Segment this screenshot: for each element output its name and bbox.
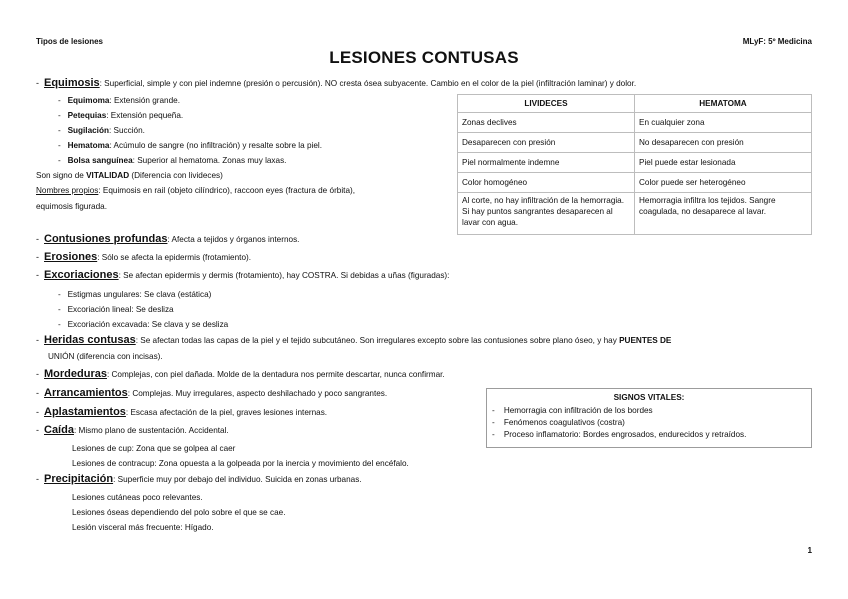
table-cell: Piel normalmente indemne bbox=[458, 153, 635, 173]
table-row bbox=[458, 113, 812, 133]
signos-vitales-title: SIGNOS VITALES: bbox=[613, 393, 685, 402]
table-header: LIVIDECES bbox=[458, 95, 635, 113]
equimosis-sub: - Bolsa sanguínea: Superior al hematoma. Zonas muy laxas. bbox=[58, 156, 287, 165]
heridas-item: - Heridas contusas: Se afectan todas las capas de la piel y el tejido subcutáneo. Son irregulares excepto sobre las contusiones sobre plano óseo, y hay PUENTES DE bbox=[36, 334, 672, 346]
table-cell: Desaparecen con presión bbox=[458, 133, 635, 153]
sub-desc: : Superior al hematoma. Zonas muy laxas. bbox=[132, 156, 287, 165]
sub-desc: : Acúmulo de sangre (no infiltración) y resalte sobre la piel. bbox=[109, 141, 322, 150]
mordeduras-desc: : Complejas, con piel dañada. Molde de la dentadura nos permite descartar, nunca confirmar. bbox=[106, 370, 445, 379]
signo-text: Fenómenos coagulativos (costra) bbox=[503, 418, 625, 427]
equimosis-desc: : Superficial, simple y con piel indemne (presión o percusión). NO cresta ósea subyacente. Cambio en el color de la piel (infiltración laminar) y dolor. bbox=[99, 79, 637, 88]
vitalidad-post: (Diferencia con livideces) bbox=[129, 171, 223, 180]
signo-text: Hemorragia con infiltración de los bordes bbox=[503, 406, 653, 415]
caida-desc: : Mismo plano de sustentación. Accidental. bbox=[73, 426, 229, 435]
equimosis-sub: - Equimoma: Extensión grande. bbox=[58, 96, 180, 105]
caida-line: Lesiones de contracup: Zona opuesta a la golpeada por la inercia y movimiento del encéfalo. bbox=[72, 459, 409, 468]
erosiones-desc: : Sólo se afecta la epidermis (frotamiento). bbox=[97, 253, 251, 262]
caida-line: Lesiones de cup: Zona que se golpea al caer bbox=[72, 444, 236, 453]
table-header: HEMATOMA bbox=[635, 95, 812, 113]
excoriaciones-sub: - Excoriación excavada: Se clava y se desliza bbox=[58, 320, 229, 329]
precipitacion-term: Precipitación bbox=[44, 473, 114, 485]
sub-term: Sugilación bbox=[67, 126, 109, 135]
caida-term: Caída bbox=[44, 424, 74, 436]
arrancamientos-term: Arrancamientos bbox=[44, 387, 128, 399]
signos-vitales-box bbox=[486, 388, 812, 448]
table-cell: Al corte, no hay infiltración de la hemorragia. Si hay puntos sangrantes desaparecen al lavar con agua. bbox=[458, 193, 635, 235]
contusiones-term: Contusiones profundas bbox=[44, 233, 168, 245]
table-cell: Piel puede estar lesionada bbox=[635, 153, 812, 173]
precipitacion-item: - Precipitación: Superficie muy por debajo del individuo. Suicida en zonas urbanas. bbox=[36, 473, 362, 485]
heridas-term: Heridas contusas bbox=[44, 334, 136, 346]
table-cell: Color homogéneo bbox=[458, 173, 635, 193]
table-cell: Zonas declives bbox=[458, 113, 635, 133]
signo-text: Proceso inflamatorio: Bordes engrosados, endurecidos y retraídos. bbox=[503, 430, 747, 439]
sub-desc: : Extensión pequeña. bbox=[106, 111, 184, 120]
header-left: Tipos de lesiones bbox=[36, 37, 103, 46]
table-cell: Hemorragia infiltra los tejidos. Sangre coagulada, no desaparece al lavar. bbox=[635, 193, 812, 235]
sub-term: Hematoma bbox=[67, 141, 110, 150]
table-cell: Color puede ser heterogéneo bbox=[635, 173, 812, 193]
mordeduras-item: - Mordeduras: Complejas, con piel dañada. Molde de la dentadura nos permite descartar, nunca confirmar. bbox=[36, 368, 445, 380]
nombres-propios-line bbox=[36, 185, 355, 196]
nombres-propios-line2: equimosis figurada. bbox=[36, 202, 107, 211]
excoriaciones-sub: - Estigmas ungulares: Se clava (estática) bbox=[58, 290, 212, 299]
table-row bbox=[458, 193, 812, 235]
page-title: LESIONES CONTUSAS bbox=[329, 48, 519, 67]
equimosis-item: - Equimosis: Superficial, simple y con piel indemne (presión o percusión). NO cresta ósea subyacente. Cambio en el color de la piel (infiltración laminar) y dolor. bbox=[36, 77, 637, 89]
caida-item: - Caída: Mismo plano de sustentación. Accidental. bbox=[36, 424, 229, 436]
aplastamientos-desc: : Escasa afectación de la piel, graves lesiones internas. bbox=[125, 408, 328, 417]
excoriaciones-desc: : Se afectan epidermis y dermis (frotamiento), hay COSTRA. Si debidas a uñas (figuradas): bbox=[118, 271, 450, 280]
heridas-line2: UNIÓN (diferencia con incisas). bbox=[48, 352, 163, 361]
table-row bbox=[458, 173, 812, 193]
precipitacion-line: Lesiones cutáneas poco relevantes. bbox=[72, 493, 203, 502]
contusiones-desc: : Afecta a tejidos y órganos internos. bbox=[167, 235, 300, 244]
sub-text: Excoriación lineal: Se desliza bbox=[67, 305, 174, 314]
table-row bbox=[458, 133, 812, 153]
table-header-row bbox=[458, 95, 812, 113]
nombres-label: Nombres propios bbox=[36, 186, 99, 195]
vitalidad-line bbox=[36, 170, 223, 181]
aplastamientos-item: - Aplastamientos: Escasa afectación de la piel, graves lesiones internas. bbox=[36, 406, 328, 418]
excoriaciones-item: - Excoriaciones: Se afectan epidermis y dermis (frotamiento), hay COSTRA. Si debidas a uñas (figuradas): bbox=[36, 269, 450, 281]
sub-term: Bolsa sanguínea bbox=[67, 156, 133, 165]
sub-desc: : Succión. bbox=[108, 126, 145, 135]
equimosis-sub: - Petequias: Extensión pequeña. bbox=[58, 111, 184, 120]
heridas-desc: : Se afectan todas las capas de la piel y el tejido subcutáneo. Son irregulares excepto sobre las contusiones sobre plano óseo, y hay bbox=[135, 336, 620, 345]
sub-text: Excoriación excavada: Se clava y se desliza bbox=[67, 320, 229, 329]
sub-term: Equimoma bbox=[67, 96, 110, 105]
signos-vitales-item: - Hemorragia con infiltración de los bordes bbox=[492, 406, 653, 415]
equimosis-sub: - Sugilación: Succión. bbox=[58, 126, 145, 135]
precipitacion-line: Lesión visceral más frecuente: Hígado. bbox=[72, 523, 214, 532]
signos-vitales-item: - Fenómenos coagulativos (costra) bbox=[492, 418, 625, 427]
excoriaciones-term: Excoriaciones bbox=[44, 269, 119, 281]
heridas-bold: PUENTES DE bbox=[619, 336, 672, 345]
livideces-hematoma-table bbox=[457, 94, 812, 235]
sub-desc: : Extensión grande. bbox=[109, 96, 180, 105]
precipitacion-desc: : Superficie muy por debajo del individuo. Suicida en zonas urbanas. bbox=[113, 475, 362, 484]
aplastamientos-term: Aplastamientos bbox=[44, 406, 126, 418]
header-right: MLyF: 5º Medicina bbox=[742, 37, 812, 46]
nombres-text: : Equimosis en rail (objeto cilíndrico), raccoon eyes (fractura de órbita), bbox=[98, 186, 355, 195]
arrancamientos-item: - Arrancamientos: Complejas. Muy irregulares, aspecto deshilachado y poco sangrantes. bbox=[36, 387, 388, 399]
precipitacion-line: Lesiones óseas dependiendo del polo sobre el que se cae. bbox=[72, 508, 286, 517]
contusiones-item: - Contusiones profundas: Afecta a tejidos y órganos internos. bbox=[36, 233, 300, 245]
equimosis-term: Equimosis bbox=[44, 77, 100, 89]
mordeduras-term: Mordeduras bbox=[44, 368, 107, 380]
table-cell: No desaparecen con presión bbox=[635, 133, 812, 153]
sub-term: Petequias bbox=[67, 111, 107, 120]
equimosis-sub: - Hematoma: Acúmulo de sangre (no infiltración) y resalte sobre la piel. bbox=[58, 141, 322, 150]
page-number: 1 bbox=[807, 546, 812, 555]
excoriaciones-sub: - Excoriación lineal: Se desliza bbox=[58, 305, 174, 314]
arrancamientos-desc: : Complejas. Muy irregulares, aspecto deshilachado y poco sangrantes. bbox=[127, 389, 388, 398]
table-cell: En cualquier zona bbox=[635, 113, 812, 133]
erosiones-item: - Erosiones: Sólo se afecta la epidermis (frotamiento). bbox=[36, 251, 251, 263]
erosiones-term: Erosiones bbox=[44, 251, 98, 263]
table-row bbox=[458, 153, 812, 173]
vitalidad-pre: Son signo de bbox=[36, 171, 87, 180]
vitalidad-term: VITALIDAD bbox=[86, 171, 130, 180]
sub-text: Estigmas ungulares: Se clava (estática) bbox=[67, 290, 212, 299]
signos-vitales-item: - Proceso inflamatorio: Bordes engrosados, endurecidos y retraídos. bbox=[492, 430, 747, 439]
